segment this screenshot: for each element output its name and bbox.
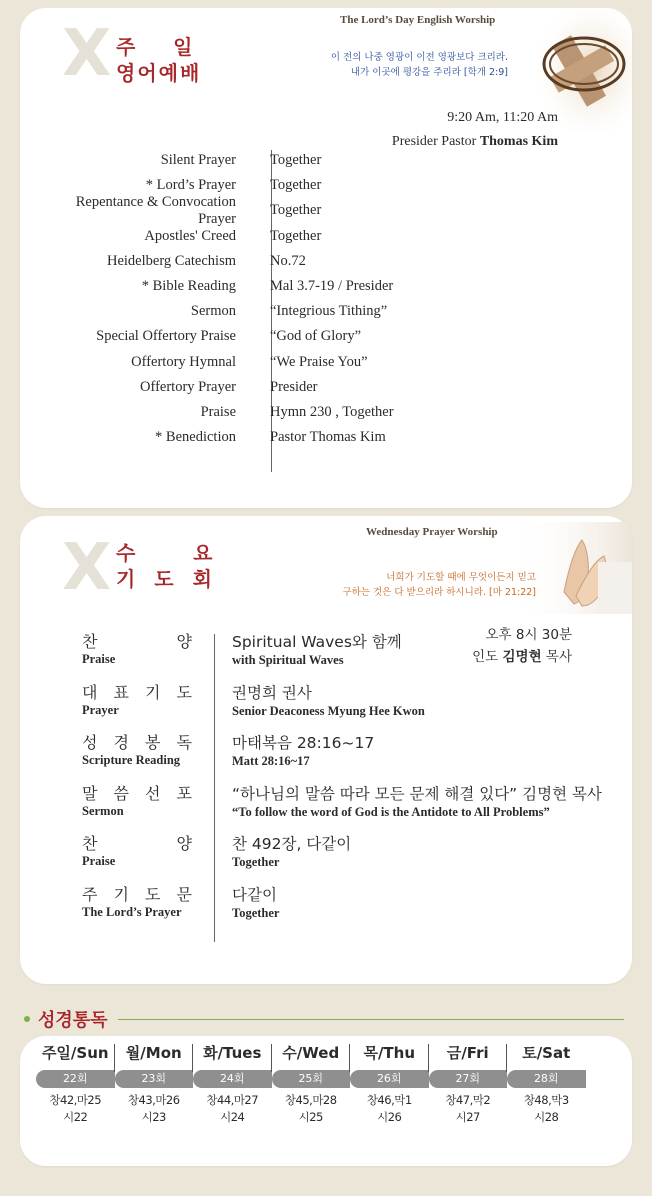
day-name: 주일/Sun xyxy=(41,1044,109,1062)
wednesday-item-label xyxy=(82,632,232,683)
reading-count-badge: 26회 xyxy=(350,1070,429,1088)
order-row xyxy=(40,274,580,299)
order-row xyxy=(40,425,580,450)
order-item-label: Apostles' Creed xyxy=(144,227,236,244)
wednesday-item-korean-value: Spiritual Waves와 함께 xyxy=(232,633,402,651)
wednesday-item-korean-value: 찬 492장, 다같이 xyxy=(232,835,352,853)
reading-passage: 창46,막1 xyxy=(366,1093,412,1107)
order-item-value: Together xyxy=(270,227,322,244)
wednesday-item-english-label: Sermon xyxy=(82,803,124,818)
label-char: 도 xyxy=(145,884,161,904)
x-decoration-icon: X xyxy=(62,531,112,605)
reading-day xyxy=(429,1042,508,1126)
label-char: 문 xyxy=(176,884,192,904)
order-item-value: Mal 3.7-19 / Presider xyxy=(270,278,394,295)
label-char: 도 xyxy=(176,682,192,702)
label-char: 봉 xyxy=(145,733,161,752)
wednesday-item-label xyxy=(82,784,232,835)
sunday-english-header: The Lord’s Day English Worship xyxy=(340,14,496,26)
reading-day xyxy=(193,1042,272,1126)
reading-day xyxy=(36,1042,115,1126)
reading-day xyxy=(350,1042,429,1126)
day-name: 월/Mon xyxy=(125,1044,182,1062)
wednesday-item-korean-value: 권명희 권사 xyxy=(232,683,312,702)
bible-reading-header xyxy=(24,1006,624,1032)
day-name: 토/Sat xyxy=(522,1044,571,1062)
wednesday-item-korean-value: “하나님의 말씀 따라 모든 문제 해결 있다” 김명현 목사 xyxy=(232,784,602,803)
order-row xyxy=(40,224,580,249)
order-item-label: Offertory Hymnal xyxy=(131,353,236,370)
reading-count-badge: 24회 xyxy=(193,1070,272,1088)
wednesday-time: 오후 8시 30분 xyxy=(485,627,572,643)
bullet-dot-icon xyxy=(24,1016,30,1022)
wednesday-item-english-label: Praise xyxy=(82,854,116,868)
sunday-korean-title xyxy=(116,34,201,86)
wednesday-worship-card xyxy=(20,516,632,984)
reading-psalm: 시25 xyxy=(298,1110,323,1124)
reading-psalm: 시28 xyxy=(534,1110,559,1124)
reading-count-badge: 23회 xyxy=(115,1070,194,1088)
label-char: 대 xyxy=(82,682,98,702)
order-item-label: Silent Prayer xyxy=(160,152,236,169)
day-name: 목/Thu xyxy=(363,1044,416,1062)
wednesday-item-value xyxy=(232,683,425,734)
order-item-label: Offertory Prayer xyxy=(140,378,236,395)
day-name: 화/Tues xyxy=(203,1044,262,1062)
order-item-label: Repentance & Convocation Prayer xyxy=(75,193,236,227)
order-item-value: Presider xyxy=(270,378,318,395)
praying-hands-image xyxy=(512,522,632,614)
order-item-value: “God of Glory” xyxy=(270,328,362,345)
reading-psalm: 시24 xyxy=(220,1110,245,1124)
reading-passage: 창44,마27 xyxy=(206,1093,259,1107)
sunday-worship-card xyxy=(20,8,632,508)
reading-day xyxy=(507,1042,586,1126)
wednesday-item-english-label: The Lord’s Prayer xyxy=(82,904,182,919)
reading-count-badge: 28회 xyxy=(507,1070,586,1088)
leader-suffix: 목사 xyxy=(541,649,572,665)
wednesday-item-label xyxy=(82,885,232,936)
wednesday-item-korean-value: 다같이 xyxy=(232,885,277,904)
order-item-value: “We Praise You” xyxy=(270,353,368,370)
label-char: 주 xyxy=(82,884,98,904)
sunday-time-block xyxy=(392,106,558,154)
sunday-verse xyxy=(331,50,508,80)
wednesday-item-korean-label xyxy=(82,784,192,804)
wednesday-order-row xyxy=(82,834,602,885)
wednesday-korean-title xyxy=(116,540,219,592)
order-row xyxy=(40,324,580,349)
wednesday-item-label xyxy=(82,733,232,784)
wednesday-order-row xyxy=(82,885,602,936)
wednesday-order-row xyxy=(82,683,602,734)
order-item-label: * Lord’s Prayer xyxy=(145,177,236,194)
wednesday-item-korean-label xyxy=(82,834,192,854)
wednesday-item-korean-label xyxy=(82,683,192,703)
wednesday-verse-line2: 구하는 것은 다 받으리라 하시니라. [마 21:22] xyxy=(342,587,536,598)
wednesday-item-korean-value: 마태복음 28:16~17 xyxy=(232,734,375,752)
wednesday-item-english-value: Together xyxy=(232,905,280,920)
wednesday-order-row xyxy=(82,784,602,835)
wednesday-item-value xyxy=(232,784,602,835)
order-item-label: Praise xyxy=(200,403,236,420)
label-char: 양 xyxy=(176,834,192,853)
wednesday-item-value xyxy=(232,733,374,784)
order-row xyxy=(40,193,580,227)
header-rule xyxy=(118,1019,624,1020)
sunday-title-line2: 영어예배 xyxy=(116,61,202,85)
order-row xyxy=(40,375,580,400)
reading-passage: 창43,마26 xyxy=(127,1093,180,1107)
wednesday-item-english-value: Together xyxy=(232,855,280,869)
order-item-label: * Bible Reading xyxy=(141,278,236,295)
wednesday-item-label xyxy=(82,683,232,734)
sunday-verse-line1: 이 전의 나중 영광이 이전 영광보다 크리라. xyxy=(330,52,508,63)
wednesday-item-value xyxy=(232,834,351,885)
wednesday-title-line1: 수 요 xyxy=(116,541,219,565)
wednesday-item-korean-label xyxy=(82,885,192,905)
wednesday-item-english-label: Prayer xyxy=(82,702,119,717)
wednesday-item-korean-label xyxy=(82,632,192,652)
sunday-verse-line2: 내가 이곳에 평강을 주리라 [학개 2:9] xyxy=(350,67,508,78)
order-item-value: “Integrious Tithing” xyxy=(270,303,388,320)
wednesday-item-korean-label xyxy=(82,733,192,753)
wednesday-order-row xyxy=(82,632,602,683)
wednesday-item-value xyxy=(232,632,402,683)
label-char: 독 xyxy=(176,733,192,752)
label-char: 말 xyxy=(82,783,98,803)
wednesday-item-label xyxy=(82,834,232,885)
label-char: 경 xyxy=(113,733,129,752)
reading-schedule xyxy=(36,1042,596,1126)
wednesday-verse-line1: 너희가 기도할 때에 무엇이든지 믿고 xyxy=(386,572,536,583)
order-item-value: Hymn 230 , Together xyxy=(270,403,394,420)
wednesday-english-header: Wednesday Prayer Worship xyxy=(366,526,498,538)
order-row xyxy=(40,148,580,173)
wednesday-item-value xyxy=(232,885,279,936)
reading-passage: 창48,막3 xyxy=(523,1093,569,1107)
order-item-value: Together xyxy=(270,152,322,169)
wednesday-order-list xyxy=(82,632,602,935)
leader-label: 인도 xyxy=(472,649,503,665)
order-row xyxy=(40,400,580,425)
label-char: 성 xyxy=(82,733,98,752)
wednesday-order-row xyxy=(82,733,602,784)
leader-name: 김명현 xyxy=(502,649,542,665)
wednesday-item-english-value: Matt 28:16~17 xyxy=(232,754,310,768)
label-char: 찬 xyxy=(82,632,98,651)
order-item-label: Heidelberg Catechism xyxy=(107,252,236,269)
label-char: 씀 xyxy=(113,783,129,803)
wednesday-item-english-label: Scripture Reading xyxy=(82,753,181,767)
order-item-label: Special Offertory Praise xyxy=(96,328,236,345)
label-char: 포 xyxy=(176,783,192,803)
reading-passage: 창42,마25 xyxy=(49,1093,102,1107)
order-item-value: Together xyxy=(270,202,322,219)
order-row xyxy=(40,249,580,274)
order-row xyxy=(40,350,580,375)
label-char: 찬 xyxy=(82,834,98,853)
order-item-value: No.72 xyxy=(270,252,306,269)
reading-count-badge: 25회 xyxy=(272,1070,351,1088)
order-item-value: Pastor Thomas Kim xyxy=(270,429,386,446)
label-char: 기 xyxy=(145,682,161,702)
wednesday-item-english-value: with Spiritual Waves xyxy=(232,653,344,667)
x-decoration-icon: X xyxy=(62,17,112,91)
reading-psalm: 시27 xyxy=(455,1110,480,1124)
reading-psalm: 시22 xyxy=(63,1110,88,1124)
reading-day xyxy=(115,1042,194,1126)
order-item-label: * Benediction xyxy=(155,429,236,446)
reading-day xyxy=(272,1042,351,1126)
order-row xyxy=(40,299,580,324)
day-name: 금/Fri xyxy=(446,1044,489,1062)
wednesday-title-line2: 기 도 회 xyxy=(116,567,218,591)
wednesday-verse xyxy=(342,570,536,600)
reading-psalm: 시26 xyxy=(377,1110,402,1124)
reading-count-badge: 27회 xyxy=(429,1070,508,1088)
wednesday-item-english-label: Praise xyxy=(82,652,116,666)
presider-name: Thomas Kim xyxy=(479,134,558,149)
reading-count-badge: 22회 xyxy=(36,1070,115,1088)
order-item-value: Together xyxy=(270,177,322,194)
reading-psalm: 시23 xyxy=(141,1110,166,1124)
label-char: 기 xyxy=(113,884,129,904)
reading-passage: 창45,마28 xyxy=(284,1093,337,1107)
wednesday-item-english-value: “To follow the word of God is the Antidote to All Problems” xyxy=(232,804,550,819)
label-char: 선 xyxy=(145,783,161,803)
day-name: 수/Wed xyxy=(282,1044,340,1062)
sunday-title-line1: 주 일 xyxy=(116,35,195,59)
presider-label: Presider Pastor xyxy=(391,134,480,149)
reading-passage: 창47,막2 xyxy=(445,1093,491,1107)
sunday-order-list xyxy=(40,148,580,450)
order-item-label: Sermon xyxy=(190,303,236,320)
label-char: 표 xyxy=(113,682,129,702)
wednesday-item-english-value: Senior Deaconess Myung Hee Kwon xyxy=(232,703,425,718)
sunday-time: 9:20 Am, 11:20 Am xyxy=(447,110,558,125)
bible-reading-title: 성경통독 xyxy=(38,1010,108,1031)
bible-reading-card xyxy=(20,1036,632,1166)
label-char: 양 xyxy=(176,632,192,651)
